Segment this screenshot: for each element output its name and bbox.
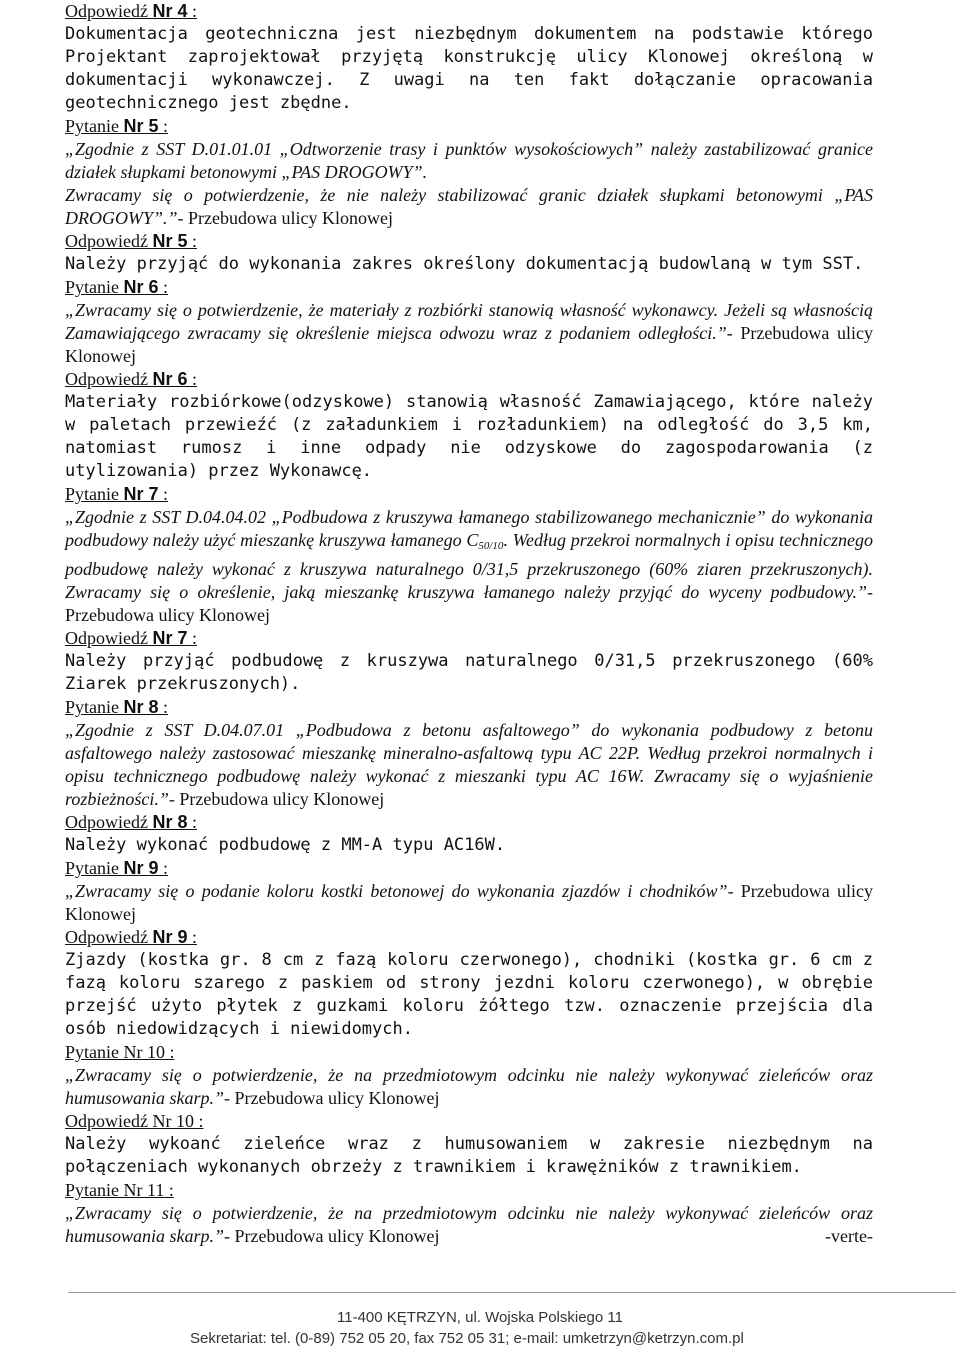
- question-8-source: - Przebudowa ulicy Klonowej: [168, 789, 385, 809]
- question-8-text: „Zgodnie z SST D.04.07.01 „Podbudowa z betonu asfaltowego” do wykonania podbudowy z betonu asfaltowego należy zastosować mieszankę mineralno-asfaltową typu AC 22P. Według przekroi normalnych i opisu technicznego podbudowę należy wykonać z mieszanki typu AC 16W. Zwracamy się o wyjaśnienie rozbieżności.”- Przebudowa ulicy Klonowej: [65, 720, 873, 809]
- answer-6-text: Materiały rozbiórkowe(odzyskowe) stanowią własność Zamawiającego, które należy w paletach przewieźć (z załadunkiem i rozładunkiem) na odległość do 3,5 km, natomiast rumosz i inne odpady nie odzyskowe do zagospodarowania (z utylizowania) przez Wykonawcę.: [65, 392, 873, 481]
- answer-8-heading: Odpowiedź Nr 8 :: [65, 812, 198, 832]
- question-7-source: - Przebudowa ulicy Klonowej: [65, 582, 873, 625]
- answer-4-heading: Odpowiedź Nr 4 :: [65, 1, 198, 21]
- question-7-heading: Pytanie Nr 7 :: [65, 484, 169, 504]
- answer-8-text: Należy wykonać podbudowę z MM-A typu AC16W.: [65, 835, 506, 855]
- document-body: [65, 0, 873, 1248]
- question-5-heading: Pytanie Nr 5 :: [65, 116, 169, 136]
- answer-5-text: Należy przyjąć do wykonania zakres określony dokumentacją budowlaną w tym SST.: [65, 254, 864, 274]
- answer-10-heading: Odpowiedź Nr 10 :: [65, 1111, 204, 1131]
- question-5-source: - Przebudowa ulicy Klonowej: [177, 208, 393, 228]
- question-6-source: - Przebudowa ulicy Klonowej: [65, 323, 873, 366]
- question-7-subscript: 50/10: [478, 540, 504, 552]
- question-11-text: „Zwracamy się o potwierdzenie, że na przedmiotowym odcinku nie należy wykonywać zieleńców oraz humusowania skarp.”- Przebudowa ulicy Klonowej -verte-: [65, 1203, 873, 1246]
- verte-label: -verte-: [825, 1226, 873, 1246]
- question-9-heading: Pytanie Nr 9 :: [65, 858, 169, 878]
- footer-address: 11-400 KĘTRZYN, ul. Wojska Polskiego 11: [337, 1309, 623, 1326]
- question-10-heading: Pytanie Nr 10 :: [65, 1042, 175, 1062]
- question-10-source: - Przebudowa ulicy Klonowej: [224, 1088, 440, 1108]
- question-11-source: - Przebudowa ulicy Klonowej: [224, 1226, 440, 1246]
- answer-4-text: Dokumentacja geotechniczna jest niezbędnym dokumentem na podstawie którego Projektant zaprojektował przyjętą konstrukcję ulicy Klonowej określoną w dokumentacji wykonawczej. Z uwagi na ten fakt dołączanie opracowania geotechnicznego jest zbędne.: [65, 24, 873, 113]
- answer-9-heading: Odpowiedź Nr 9 :: [65, 927, 198, 947]
- question-9-source: - Przebudowa ulicy Klonowej: [65, 881, 873, 924]
- question-5-text-2: Zwracamy się o potwierdzenie, że nie należy stabilizować granic działek słupkami betonowymi „PAS DROGOWY”.”- Przebudowa ulicy Klonowej: [65, 185, 873, 228]
- answer-10-text: Należy wykoanć zieleńce wraz z humusowaniem w zakresie niezbędnym na połączeniach wykonanych obrzeży z trawnikiem i krawężników z trawnikiem.: [65, 1134, 873, 1177]
- footer-divider: [68, 1292, 956, 1293]
- answer-9-text: Zjazdy (kostka gr. 8 cm z fazą koloru czerwonego), chodniki (kostka gr. 6 cm z fazą koloru szarego z paskiem od strony jezdni koloru czerwonego), w obrębie przejść użyto płytek z guzkami koloru żółtego tzw. oznaczenie przejścia dla osób niedowidzących i niewidomych.: [65, 950, 873, 1039]
- answer-6-heading: Odpowiedź Nr 6 :: [65, 369, 198, 389]
- question-8-heading: Pytanie Nr 8 :: [65, 697, 169, 717]
- answer-5-heading: Odpowiedź Nr 5 :: [65, 231, 198, 251]
- question-10-text: „Zwracamy się o potwierdzenie, że na przedmiotowym odcinku nie należy wykonywać zieleńców oraz humusowania skarp.”- Przebudowa ulicy Klonowej: [65, 1065, 873, 1108]
- question-7-text: „Zgodnie z SST D.04.04.02 „Podbudowa z kruszywa łamanego stabilizowanego mechanicznie” do wykonania podbudowy należy użyć mieszankę kruszywa łamanego $C_{50/10}$. Według przekroi normalnych i opisu technicznego podbudowę należy wykonać z kruszywa naturalnego 0/31,5 przekruszonego (60% ziaren przekruszonych). Zwracamy się o określenie, jaką mieszankę kruszywa łamanego należy przyjąć do wyceny podbudowy.”- Przebudowa ulicy Klonowej: [65, 507, 873, 625]
- question-11-heading: Pytanie Nr 11 :: [65, 1180, 174, 1200]
- question-9-text: „Zwracamy się o podanie koloru kostki betonowej do wykonania zjazdów i chodników”- Przebudowa ulicy Klonowej: [65, 881, 873, 924]
- question-5-text: „Zgodnie z SST D.01.01.01 „Odtworzenie trasy i punktów wysokościowych” należy zastabilizować granice działek słupkami betonowymi „PAS DROGOWY”.: [65, 139, 873, 182]
- question-6-text: „Zwracamy się o potwierdzenie, że materiały z rozbiórki stanowią własność wykonawcy. Jeżeli są własnością Zamawiającego zwracamy się określenie miejsca odwozu wraz z podaniem odległości.”- Przebudowa ulicy Klonowej: [65, 300, 873, 366]
- question-6-heading: Pytanie Nr 6 :: [65, 277, 169, 297]
- answer-7-heading: Odpowiedź Nr 7 :: [65, 628, 198, 648]
- answer-7-text: Należy przyjąć podbudowę z kruszywa naturalnego 0/31,5 przekruszonego (60% Ziarek przekruszonych).: [65, 651, 873, 694]
- footer-contact: Sekretariat: tel. (0-89) 752 05 20, fax 752 05 31; e-mail: umketrzyn@ketrzyn.com.pl: [190, 1330, 744, 1347]
